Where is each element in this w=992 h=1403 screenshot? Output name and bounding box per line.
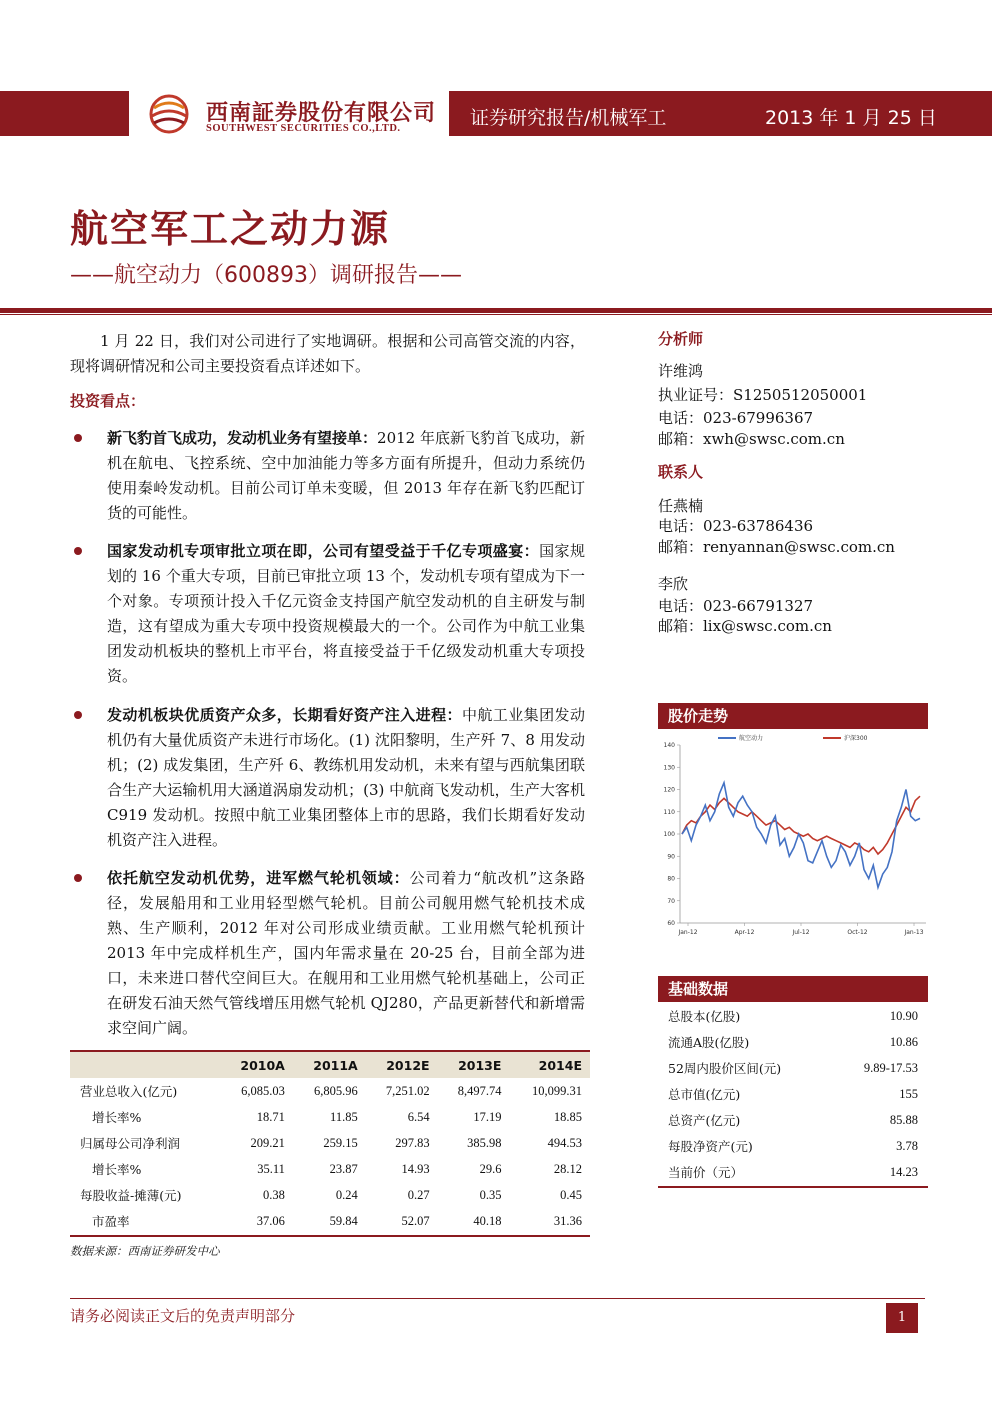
financial-table: [70, 1052, 590, 1234]
point-4-lead: 依托航空发动机优势，进军燃气轮机领域：: [107, 869, 410, 887]
table-cell: 11.85: [330, 1109, 358, 1124]
table-cell: 37.06: [256, 1213, 285, 1228]
basic-data-row: [658, 1159, 928, 1185]
contact2-phone: 电话：023-66791327: [658, 597, 814, 615]
table-cell: 23.87: [329, 1161, 358, 1176]
report-category: 证券研究报告/机械军工: [470, 107, 667, 129]
page-number: 1: [886, 1303, 918, 1333]
table-bottom-rule: [70, 1235, 590, 1237]
table-header-cell: 2011A: [293, 1052, 366, 1078]
row-label: 每股收益-摊薄(元): [80, 1188, 182, 1203]
table-cell: 10,099.31: [532, 1083, 582, 1098]
table-cell: 385.98: [467, 1135, 502, 1150]
table-header-cell: [70, 1052, 220, 1078]
basic-data-row: [658, 1003, 928, 1029]
bullet-icon: [74, 547, 82, 555]
point-3-text: 中航工业集团发动机仍有大量优质资产未进行市场化。(1) 沈阳黎明，生产歼 7、8 用发动机；(2) 成发集团，生产歼 6、教练机用发动机，未来有望与西航集团联合生产大运输机用大涵道涡扇发动机；(3) 中航商飞发动机，生产大客机 C919 发动机。按照中航工业集团整体上市的思路，我们长期看好发动机资产注入进程。: [107, 706, 585, 849]
table-row: [70, 1104, 590, 1130]
y-tick-label: 110: [663, 808, 675, 816]
title-divider-thin: [0, 314, 992, 315]
basic-data-label: 流通A股(亿股): [668, 1035, 750, 1050]
y-tick-label: 60: [667, 920, 675, 927]
price-trend-chart: [658, 729, 928, 944]
company-logo-icon: [146, 94, 192, 134]
x-tick-label: Jan-13: [904, 929, 924, 936]
basic-data-value: 3.78: [896, 1138, 918, 1153]
basic-data-row: [658, 1081, 928, 1107]
table-row: [70, 1078, 590, 1104]
table-header-cell: 2012E: [366, 1052, 438, 1078]
series-line-1: [682, 796, 920, 854]
table-cell: 28.12: [553, 1161, 582, 1176]
legend-label: 航空动力: [739, 735, 764, 742]
table-cell: 6,805.96: [313, 1083, 358, 1098]
table-header-row: [70, 1052, 590, 1078]
point-4: [107, 866, 585, 1041]
report-date: 2013 年 1 月 25 日: [765, 107, 937, 129]
analyst-name: 许维鸿: [658, 362, 704, 380]
table-cell: 18.71: [256, 1109, 285, 1124]
point-1-text: 2012 年底新飞豹首飞成功，新机在航电、飞控系统、空中加油能力等多方面有所提升，但动力系统仍使用秦岭发动机。目前公司订单未变暖，但 2013 年存在新飞豹匹配订货的可能性。: [107, 429, 585, 522]
contact2-name: 李欣: [658, 575, 689, 593]
bullet-icon: [74, 711, 82, 719]
y-tick-label: 100: [663, 831, 675, 838]
point-3: [107, 703, 585, 853]
basic-data-label: 52周内股价区间(元): [668, 1061, 782, 1076]
basic-data-row: [658, 1133, 928, 1159]
point-3-lead: 发动机板块优质资产众多，长期看好资产注入进程：: [107, 706, 462, 724]
basic-data-value: 155: [899, 1086, 918, 1101]
table-cell: 35.11: [257, 1161, 285, 1176]
basic-data-label: 总市值(亿元): [668, 1087, 741, 1102]
basic-data-bottom-rule: [658, 1186, 928, 1188]
table-cell: 59.84: [329, 1213, 358, 1228]
basic-data-value: 9.89-17.53: [863, 1060, 918, 1075]
y-tick-label: 70: [667, 897, 675, 905]
basic-data-value: 10.90: [889, 1008, 918, 1023]
contact1-email[interactable]: 邮箱：renyannan@swsc.com.cn: [658, 538, 895, 556]
basic-data-label: 总股本(亿股): [668, 1009, 741, 1024]
y-tick-label: 120: [663, 786, 675, 794]
basic-data-label: 每股净资产(元): [668, 1139, 753, 1154]
bullet-icon: [74, 874, 82, 882]
investment-heading: 投资看点：: [70, 392, 146, 410]
row-label: 增长率%: [92, 1110, 142, 1125]
company-name-en: SOUTHWEST SECURITIES CO.,LTD.: [206, 123, 401, 134]
row-label: 增长率%: [92, 1162, 142, 1177]
x-tick-label: Jan-12: [678, 929, 698, 936]
table-cell: 0.38: [262, 1187, 285, 1202]
table-cell: 0.45: [560, 1187, 582, 1202]
y-tick-label: 80: [667, 875, 675, 883]
table-cell: 0.27: [407, 1187, 430, 1202]
table-row: [70, 1156, 590, 1182]
y-tick-label: 140: [663, 742, 675, 749]
basic-data-row: [658, 1029, 928, 1055]
point-1: [107, 426, 585, 526]
row-label: 归属母公司净利润: [80, 1136, 181, 1151]
contact2-email[interactable]: 邮箱：lix@swsc.com.cn: [658, 617, 832, 635]
contact1-name: 任燕楠: [658, 497, 704, 515]
table-cell: 297.83: [395, 1135, 430, 1150]
report-title: 航空军工之动力源: [70, 206, 391, 251]
legend-label: 沪深300: [844, 735, 868, 742]
report-subtitle: ——航空动力（600893）调研报告——: [70, 263, 462, 288]
table-cell: 0.35: [479, 1187, 502, 1202]
basic-data-value: 14.23: [889, 1164, 918, 1179]
x-tick-label: Oct-12: [847, 929, 868, 936]
x-tick-label: Jul-12: [792, 929, 810, 936]
table-cell: 17.19: [473, 1109, 502, 1124]
table-cell: 6.54: [407, 1109, 430, 1124]
table-cell: 209.21: [250, 1135, 285, 1150]
analyst-email[interactable]: 邮箱：xwh@swsc.com.cn: [658, 430, 845, 448]
contact1-phone: 电话：023-63786436: [658, 517, 814, 535]
analyst-phone: 电话：023-67996367: [658, 409, 814, 427]
point-2-text: 国家规划的 16 个重大专项，目前已审批立项 13 个，发动机专项有望成为下一个对象。专项预计投入千亿元资金支持国产航空发动机的自主研发与制造，这有望成为重大专项中投资规模最大的一个。公司作为中航工业集团发动机板块的整机上市平台，将直接受益于千亿级发动机重大专项投资。: [107, 542, 585, 685]
basic-data-table: [658, 1003, 928, 1185]
point-2-lead: 国家发动机专项审批立项在即，公司有望受益于千亿专项盛宴：: [107, 542, 540, 560]
point-4-text: 公司着力“航改机”这条路径，发展船用和工业用轻型燃气轮机。目前公司舰用燃气轮机技术成熟、生产顺利，2012 年对公司形成业绩贡献。工业用燃气轮机预计 2013 年中完成样机生产，国内年需求量在 20-25 台，目前全部为进口，未来进口替代空间巨大。在舰用和工业用燃气轮机基础上，公司正在研发石油天然气管线增压用燃气轮机 QJ280，产品更新替代和新增需求空间广阔。: [107, 869, 585, 1037]
table-source: 数据来源：西南证券研发中心: [70, 1244, 220, 1258]
point-2: [107, 539, 585, 689]
table-row: [70, 1208, 590, 1234]
table-cell: 52.07: [401, 1213, 430, 1228]
company-name-cn: 西南証券股份有限公司: [206, 100, 437, 126]
basic-data-heading: 基础数据: [658, 976, 928, 1002]
footer-divider: [70, 1298, 925, 1299]
title-divider: [0, 308, 992, 313]
y-tick-label: 130: [663, 764, 675, 772]
table-cell: 31.36: [553, 1213, 582, 1228]
point-1-lead: 新飞豹首飞成功，发动机业务有望接单：: [107, 429, 378, 447]
table-cell: 6,085.03: [241, 1083, 285, 1098]
table-cell: 40.18: [473, 1213, 502, 1228]
table-header-cell: 2014E: [509, 1052, 590, 1078]
contact-heading: 联系人: [658, 463, 704, 481]
table-cell: 14.93: [401, 1161, 430, 1176]
table-cell: 7,251.02: [385, 1083, 430, 1098]
basic-data-value: 85.88: [889, 1112, 918, 1127]
table-cell: 29.6: [479, 1161, 502, 1176]
basic-data-row: [658, 1055, 928, 1081]
basic-data-label: 当前价（元）: [668, 1165, 744, 1180]
table-cell: 18.85: [553, 1109, 582, 1124]
table-cell: 8,497.74: [457, 1083, 502, 1098]
table-row: [70, 1130, 590, 1156]
basic-data-value: 10.86: [889, 1034, 918, 1049]
row-label: 市盈率: [92, 1214, 130, 1229]
y-tick-label: 90: [667, 853, 675, 861]
analyst-heading: 分析师: [658, 330, 704, 348]
intro-paragraph: 1 月 22 日，我们对公司进行了实地调研。根据和公司高管交流的内容，现将调研情况和公司主要投资看点详述如下。: [70, 332, 585, 375]
table-header-cell: 2013E: [438, 1052, 510, 1078]
bullet-icon: [74, 434, 82, 442]
table-cell: 494.53: [547, 1135, 582, 1150]
row-label: 营业总收入(亿元): [80, 1084, 178, 1099]
basic-data-row: [658, 1107, 928, 1133]
table-row: [70, 1182, 590, 1208]
table-cell: 259.15: [323, 1135, 358, 1150]
analyst-cert: 执业证号：S1250512050001: [658, 386, 868, 404]
footer-disclaimer[interactable]: 请务必阅读正文后的免责声明部分: [70, 1307, 296, 1325]
table-cell: 0.24: [335, 1187, 358, 1202]
basic-data-label: 总资产(亿元): [668, 1113, 741, 1128]
table-header-cell: 2010A: [220, 1052, 293, 1078]
price-trend-heading: 股价走势: [658, 703, 928, 729]
x-tick-label: Apr-12: [734, 929, 755, 936]
